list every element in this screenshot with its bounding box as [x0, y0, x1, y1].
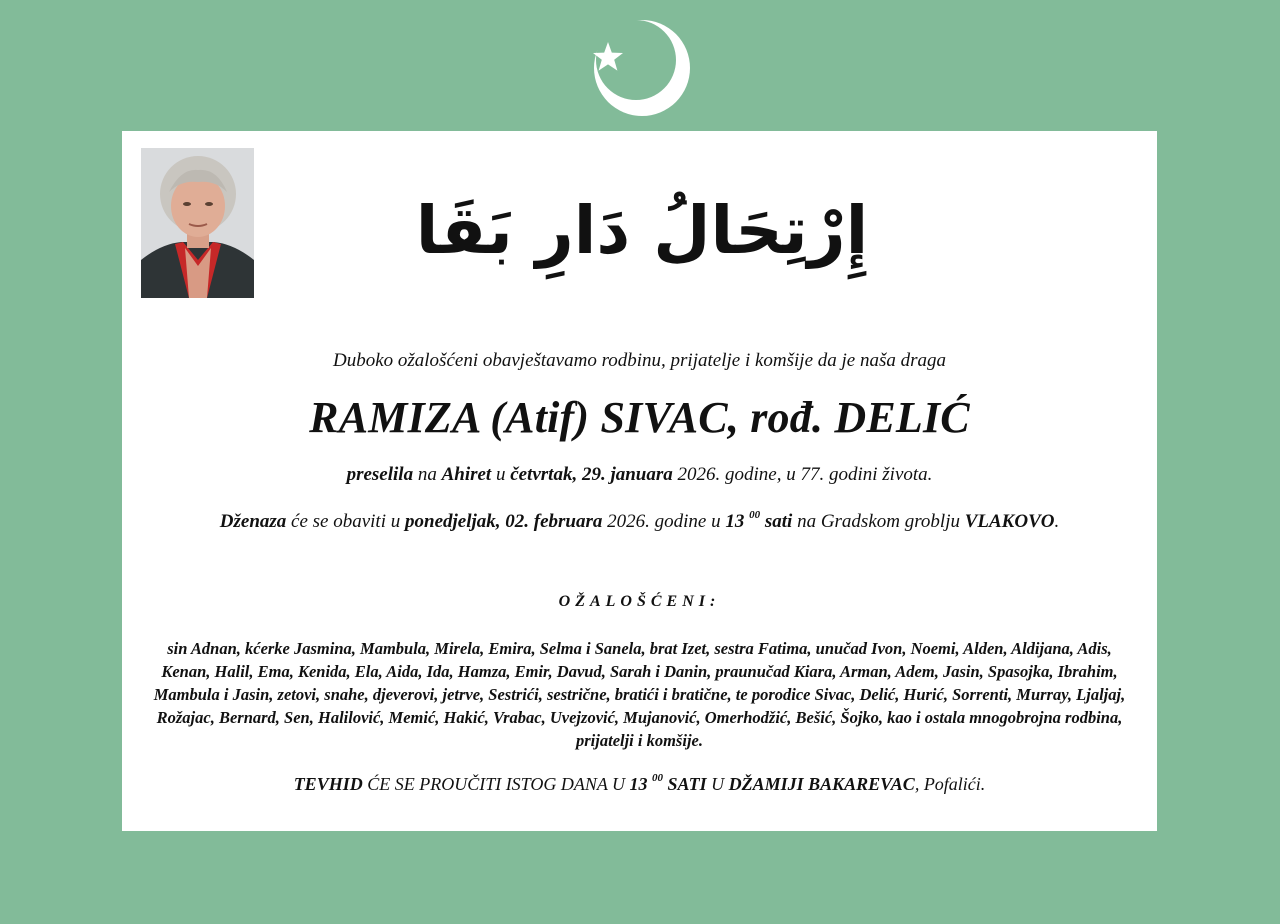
obituary-card	[122, 131, 1157, 831]
tevhid-line: TEVHID ĆE SE PROUČITI ISTOG DANA U 13 $^{00}$ SATI U DŽAMIJI BAKAREVAC, Pofalići.	[293, 772, 986, 794]
funeral-line: Dženaza će se obaviti u ponedjeljak, 02. februara 2026. godine u 13 $^{00}$ sati na Gradskom groblju VLAKOVO.	[219, 508, 1060, 532]
arabic-calligraphy	[415, 153, 869, 293]
portrait-photo	[141, 148, 254, 298]
calligraphy-text: إِرْتِحَالُ دَارِ بَقَا	[415, 192, 869, 269]
mourners-heading: OŽALOŠĆENI:	[558, 593, 721, 610]
deceased-name: RAMIZA (Atif) SIVAC, rođ. DELIĆ	[309, 393, 970, 442]
crescent-star-icon	[586, 16, 696, 120]
intro-text: Duboko ožalošćeni obavještavamo rodbinu, prijatelje i komšije da je naša draga	[332, 350, 947, 371]
mourners-list: sin Adnan, kćerke Jasmina, Mambula, Mirela, Emira, Selma i Sanela, brat Izet, sestra Fatima, unučad Ivon, Noemi, Alden, Aldijana, Adis, Kenan, Halil, Ema, Kenida, Ela, Aida, Ida, Hamza, Emir, Davud, Sarah i Danin, praunučad Kiara, Arman, Adem, Jasin, Spasojka, Ibrahim, Mambula i Jasin, zetovi, snahe, djeverovi, jetrve, Sestrići, sestrične, bratići i bratične, te porodice Sivac, Delić, Hurić, Sorrenti, Murray, Ljaljaj, Rožajac, Bernard, Sen, Halilović, Memić, Hakić, Vrabac, Uvejzović, Mujanović, Omerhodžić, Bešić, Šojko, kao i ostala mnogobrojna rodbina, prijatelji i komšije.	[153, 639, 1126, 750]
passed-away-line: preselila na Ahiret u četvrtak, 29. januara 2026. godine, u 77. godini života.	[346, 464, 933, 485]
